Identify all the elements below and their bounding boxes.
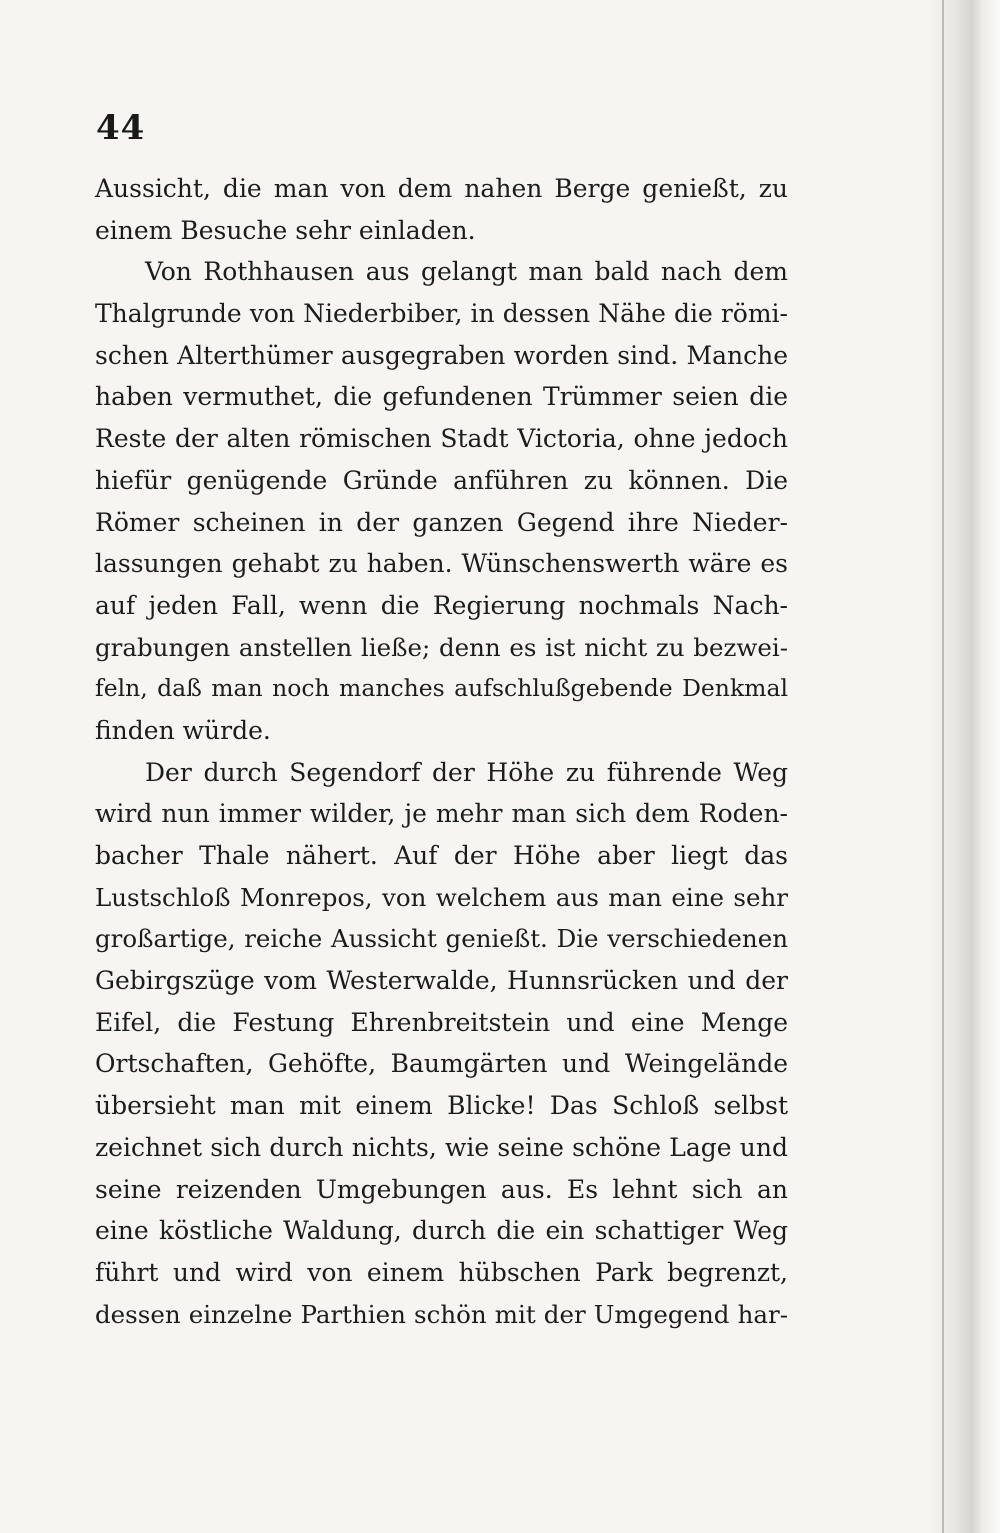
text-line: Gebirgszüge vom Westerwalde, Hunnsrücken und der — [95, 966, 788, 996]
text-line: bacher Thale nähert. Auf der Höhe aber liegt das — [95, 841, 788, 870]
text-line: Eifel, die Festung Ehrenbreitstein und eine Menge — [95, 1007, 788, 1037]
text-line: Von Rothhausen aus gelangt man bald nach dem — [145, 257, 788, 287]
text-line: auf jeden Fall, wenn die Regierung nochmals Nach- — [95, 590, 788, 620]
text-line: führt und wird von einem hübschen Park begrenzt, — [95, 1257, 788, 1287]
text-line: grabungen anstellen ließe; denn es ist nicht zu bezwei- — [95, 632, 788, 662]
page-number: 44 — [96, 108, 146, 148]
page-edge-line — [942, 0, 944, 1533]
text-line: Der durch Segendorf der Höhe zu führende Weg — [145, 757, 788, 787]
text-line: Aussicht, die man von dem nahen Berge genießt, zu — [95, 174, 788, 203]
text-line: schen Alterthümer ausgegraben worden sind. Manche — [95, 340, 788, 370]
text-line: finden würde. — [95, 715, 271, 745]
body-text — [95, 168, 788, 1335]
text-line: feln, daß man noch manches aufschlußgebende Denkmal — [95, 674, 788, 703]
text-line: Thalgrunde von Niederbiber, in dessen Nähe die römi- — [95, 299, 788, 329]
text-line: Ortschaften, Gehöfte, Baumgärten und Weingelände — [95, 1049, 788, 1079]
text-line: übersieht man mit einem Blicke! Das Schloß selbst — [95, 1091, 788, 1121]
text-line: wird nun immer wilder, je mehr man sich dem Roden- — [95, 799, 788, 829]
text-line: großartige, reiche Aussicht genießt. Die verschiedenen — [95, 924, 788, 954]
text-line: Lustschloß Monrepos, von welchem aus man eine sehr — [95, 882, 788, 912]
text-line: zeichnet sich durch nichts, wie seine schöne Lage und — [95, 1132, 788, 1162]
text-line: eine köstliche Waldung, durch die ein schattiger Weg — [95, 1216, 788, 1246]
text-line: Reste der alten römischen Stadt Victoria, ohne jedoch — [95, 424, 788, 454]
page-edge-shadow — [930, 0, 1000, 1533]
text-line: Römer scheinen in der ganzen Gegend ihre Nieder- — [95, 507, 788, 537]
text-line: lassungen gehabt zu haben. Wünschenswerth wäre es — [95, 549, 788, 579]
text-line: hiefür genügende Gründe anführen zu können. Die — [95, 465, 788, 495]
text-line: einem Besuche sehr einladen. — [95, 215, 476, 245]
text-line: dessen einzelne Parthien schön mit der Umgegend har- — [95, 1299, 788, 1329]
text-line: haben vermuthet, die gefundenen Trümmer seien die — [95, 382, 788, 412]
text-line: seine reizenden Umgebungen aus. Es lehnt sich an — [95, 1174, 788, 1204]
